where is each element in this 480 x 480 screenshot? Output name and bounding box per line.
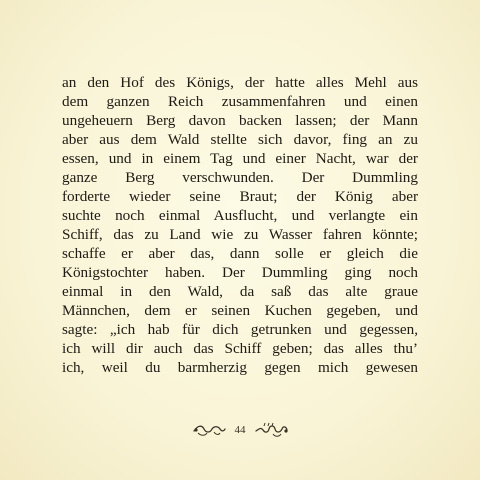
text-line: einmal in den Wald, da saß das alte graue (62, 283, 418, 300)
text-line: ich will dir auch das Schiff geben; das alles thu’ (62, 340, 418, 357)
text-line: schaffe er aber das, dann solle er gleich die (62, 245, 418, 262)
page-footer (0, 418, 480, 442)
text-line: ich, weil du barmherzig gegen mich gewesen (62, 359, 418, 376)
left-flourish-icon (192, 421, 226, 439)
text-line: Königstochter haben. Der Dummling ging noch (62, 264, 418, 281)
text-line: an den Hof des Königs, der hatte alles Mehl aus (62, 74, 418, 91)
body-text (62, 73, 418, 377)
text-line: essen, und in einem Tag und einer Nacht, war der (62, 150, 418, 167)
text-line: Männchen, dem er seinen Kuchen gegeben, und (62, 302, 418, 319)
page-number: 44 (234, 424, 246, 436)
text-line: forderte wieder seine Braut; der König aber (62, 188, 418, 205)
text-line: sagte: „ich hab für dich getrunken und gegessen, (62, 321, 418, 338)
text-line: ungeheuern Berg davon backen lassen; der Mann (62, 112, 418, 129)
text-line: Schiff, das zu Land wie zu Wasser fahren könnte; (62, 226, 418, 243)
text-line: dem ganzen Reich zusammenfahren und einen (62, 93, 418, 110)
text-line: aber aus dem Wald stellte sich davor, fing an zu (62, 131, 418, 148)
right-flourish-icon (255, 421, 289, 439)
text-line: suchte noch einmal Ausflucht, und verlangte ein (62, 207, 418, 224)
text-line: ganze Berg verschwunden. Der Dummling (62, 169, 418, 186)
